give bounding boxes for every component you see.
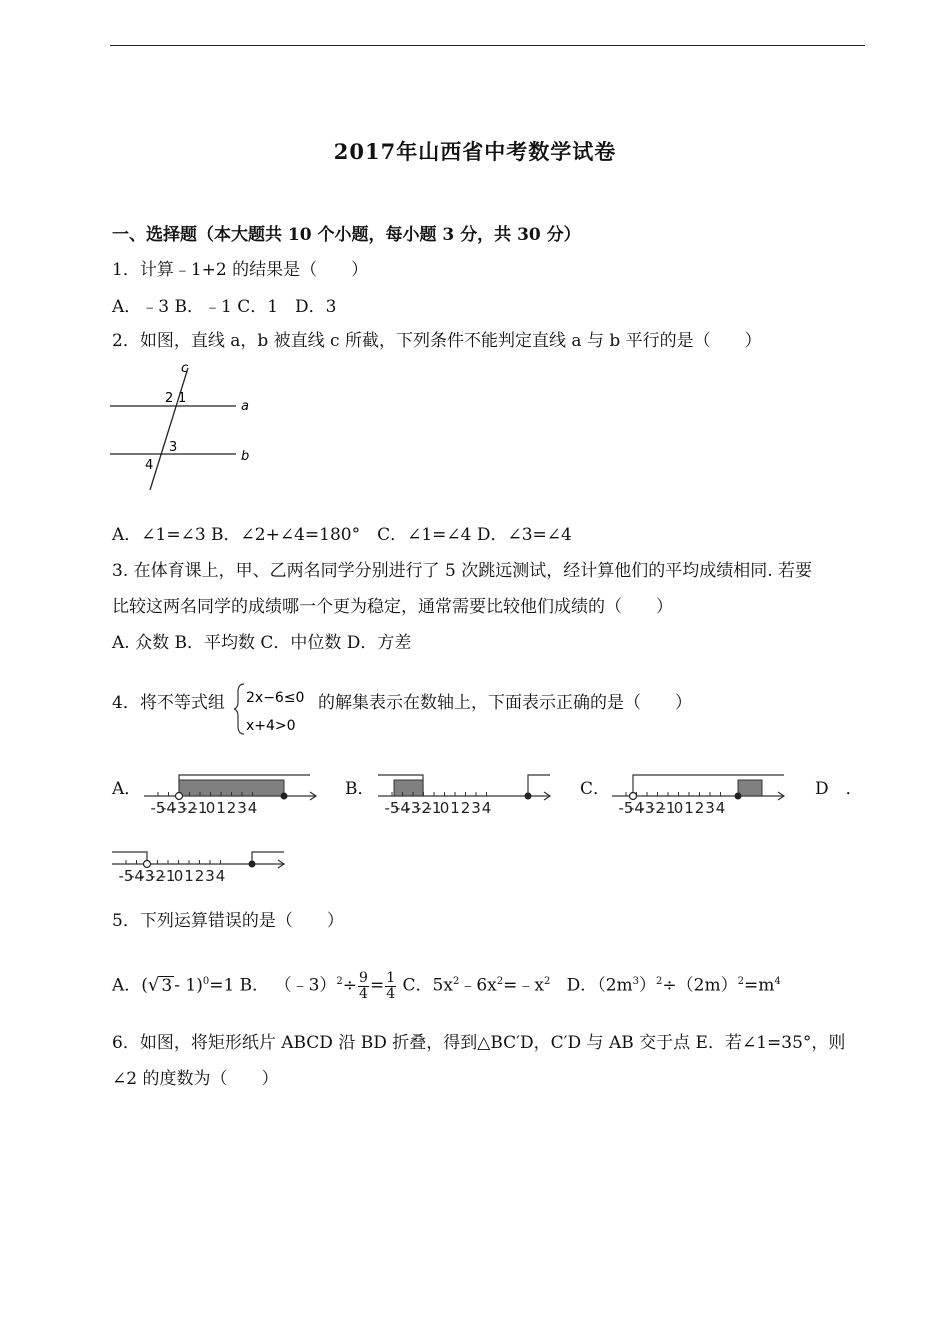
tick-label: 4 <box>215 867 226 885</box>
tick-label: -3 <box>405 799 421 817</box>
q5-a-pre: A．( <box>112 975 148 996</box>
tick-label: -2 <box>182 799 197 817</box>
tick-label: -1 <box>426 799 442 817</box>
q5-c-exp3: 2 <box>543 976 551 987</box>
tick-label: -4 <box>161 799 176 817</box>
tick-label: 3 <box>237 799 247 817</box>
tick-label: -5 <box>618 799 634 817</box>
q5-c-exp2: 2 <box>496 976 504 987</box>
q5-d-text: D．（2m <box>566 975 633 996</box>
q5-d-exp2: 2 <box>656 976 663 987</box>
q4-number-line-d <box>108 838 294 886</box>
tick-label: -3 <box>171 799 187 817</box>
q6-line2: ∠2 的度数为（ ） <box>112 1069 279 1089</box>
tick-label: 1 <box>184 867 194 885</box>
q5-d-mid2: ÷（2m） <box>662 975 738 996</box>
q4-stem-suffix: 的解集表示在数轴上，下面表示正确的是（ ） <box>318 693 692 713</box>
tick-label: 2 <box>694 799 705 817</box>
q5-c-text: C．5x <box>402 975 453 996</box>
q5-c-mid2: =﹣x <box>503 975 544 996</box>
q4-d-closed-point <box>249 861 256 868</box>
header-rule <box>110 45 865 46</box>
tick-label: 2 <box>460 799 471 817</box>
q5-a-post: - 1) <box>174 975 203 996</box>
tick-label: 3 <box>205 867 215 885</box>
q2-label-a: a <box>241 399 249 414</box>
q4-a-tick-labels <box>151 799 258 817</box>
q5-b-pre: （﹣3） <box>274 975 337 996</box>
tick-label: -1 <box>660 799 676 817</box>
q5-a-radicand: 3 <box>161 975 173 996</box>
tick-label: -5 <box>118 867 134 885</box>
q5-b-exp: 2 <box>336 976 343 987</box>
tick-label: 4 <box>715 799 726 817</box>
q4-d-tick-labels <box>119 867 226 885</box>
tick-label: 1 <box>216 799 226 817</box>
q2-angle-3: 3 <box>169 440 178 455</box>
q4-label-d: D ． <box>815 779 863 799</box>
tick-label: 4 <box>481 799 492 817</box>
tick-label: -3 <box>139 867 155 885</box>
q4-c-tick-labels <box>619 799 726 817</box>
tick-label: -2 <box>650 799 665 817</box>
q4-number-line-c <box>608 770 794 822</box>
q4-number-line-a <box>140 770 322 818</box>
q4-d-open-point <box>144 861 151 868</box>
q2-label-b: b <box>241 449 250 464</box>
q4-label-b: B． <box>345 779 375 799</box>
q3-options: A. 众数 B．平均数 C．中位数 D．方差 <box>112 633 412 653</box>
tick-label: -4 <box>395 799 410 817</box>
q5-d-exp3: 2 <box>737 976 744 987</box>
q1-options: A．﹣3 B．﹣1 C．1 D．3 <box>112 297 337 317</box>
q4-ineq2: x+4>0 <box>246 718 296 734</box>
tick-label: 4 <box>247 799 258 817</box>
tick-label: -4 <box>129 867 144 885</box>
tick-label: -1 <box>160 867 176 885</box>
q5-options: A．(√ 3 - 1)$^0$=1 B． （﹣3）$^2$÷ $\frac{9}{4}$ = $\frac{1}{4}$ C．$5x^2﹣6x^2=﹣x^2$ D．$(2m^3)^2\div(2m)^2=m^4$ <box>112 969 781 1002</box>
q2-options: A．∠1=∠3 B．∠2+∠4=180° C．∠1=∠4 D．∠3=∠4 <box>112 525 572 545</box>
q5-c-exp1: 2 <box>452 976 460 987</box>
tick-label: -3 <box>639 799 655 817</box>
q4-a-closed-point <box>281 793 288 800</box>
tick-label: -5 <box>150 799 166 817</box>
q5-d-end: =m <box>743 975 775 996</box>
q1-stem: 1．计算﹣1+2 的结果是（ ） <box>112 260 369 280</box>
tick-label: -2 <box>416 799 431 817</box>
tick-label: 0 <box>173 867 184 885</box>
tick-label: 2 <box>226 799 237 817</box>
q4-label-c: C． <box>580 779 611 799</box>
tick-label: 3 <box>471 799 481 817</box>
q2-angle-1: 1 <box>178 391 187 406</box>
q5-stem: 5．下列运算错误的是（ ） <box>112 911 344 931</box>
q5-b-div: ÷ <box>342 975 358 996</box>
q4-b-closed-point <box>525 793 532 800</box>
q5-b-fraction-2: $\frac{1}{4}$ <box>386 969 396 1002</box>
q4-label-a: A． <box>112 779 142 799</box>
q2-angle-4: 4 <box>145 458 154 473</box>
tick-label: 0 <box>205 799 216 817</box>
tick-label: 2 <box>194 867 205 885</box>
q5-d-mid: ） <box>639 975 657 996</box>
q5-c-mid: ﹣6x <box>459 975 497 996</box>
tick-label: -4 <box>629 799 644 817</box>
q4-stem-prefix: 4．将不等式组 <box>112 693 225 713</box>
q3-line1: 3. 在体育课上，甲、乙两名同学分别进行了 5 次跳远测试，经计算他们的平均成绩相同. 若要 <box>112 561 813 581</box>
q2-stem: 2．如图，直线 a，b 被直线 c 所截，下列条件不能判定直线 a 与 b 平行的是（ ） <box>112 331 762 351</box>
page-title: 2017年山西省中考数学试卷 <box>333 139 617 164</box>
tick-label: 0 <box>439 799 450 817</box>
q5-d-exp4: 4 <box>774 976 781 987</box>
tick-label: -5 <box>384 799 400 817</box>
section-heading: 一、选择题（本大题共 10 个小题，每小题 3 分，共 30 分） <box>112 225 581 245</box>
tick-label: 1 <box>684 799 694 817</box>
q5-a-exp: 0 <box>202 976 210 987</box>
q5-d-exp1: 3 <box>632 976 640 987</box>
q2-parallel-lines-figure <box>108 362 258 494</box>
q3-line2: 比较这两名同学的成绩哪一个更为稳定，通常需要比较他们成绩的（ ） <box>112 597 673 617</box>
q4-b-tick-labels <box>385 799 492 817</box>
q5-b-eq: = <box>369 975 385 996</box>
q6-line1: 6．如图，将矩形纸片 ABCD 沿 BD 折叠，得到△BC′D，C′D 与 AB 交于点 E．若∠1=35°，则 <box>112 1033 846 1053</box>
q5-b-fraction-1: $\frac{9}{4}$ <box>359 969 368 1002</box>
q2-angle-2: 2 <box>165 391 174 406</box>
q4-inequality-system <box>234 680 320 738</box>
tick-label: 1 <box>450 799 460 817</box>
q4-c-closed-point <box>735 793 742 800</box>
q4-c-open-point <box>630 793 637 800</box>
q4-number-line-b <box>374 770 556 818</box>
q5-a-end: =1 B． <box>209 975 270 996</box>
tick-label: -1 <box>192 799 208 817</box>
q4-a-open-point <box>176 793 183 800</box>
tick-label: -2 <box>150 867 165 885</box>
q4-ineq1: 2x−6≤0 <box>246 690 305 706</box>
tick-label: 3 <box>705 799 715 817</box>
q2-label-c: c <box>181 362 189 376</box>
tick-label: 0 <box>673 799 684 817</box>
